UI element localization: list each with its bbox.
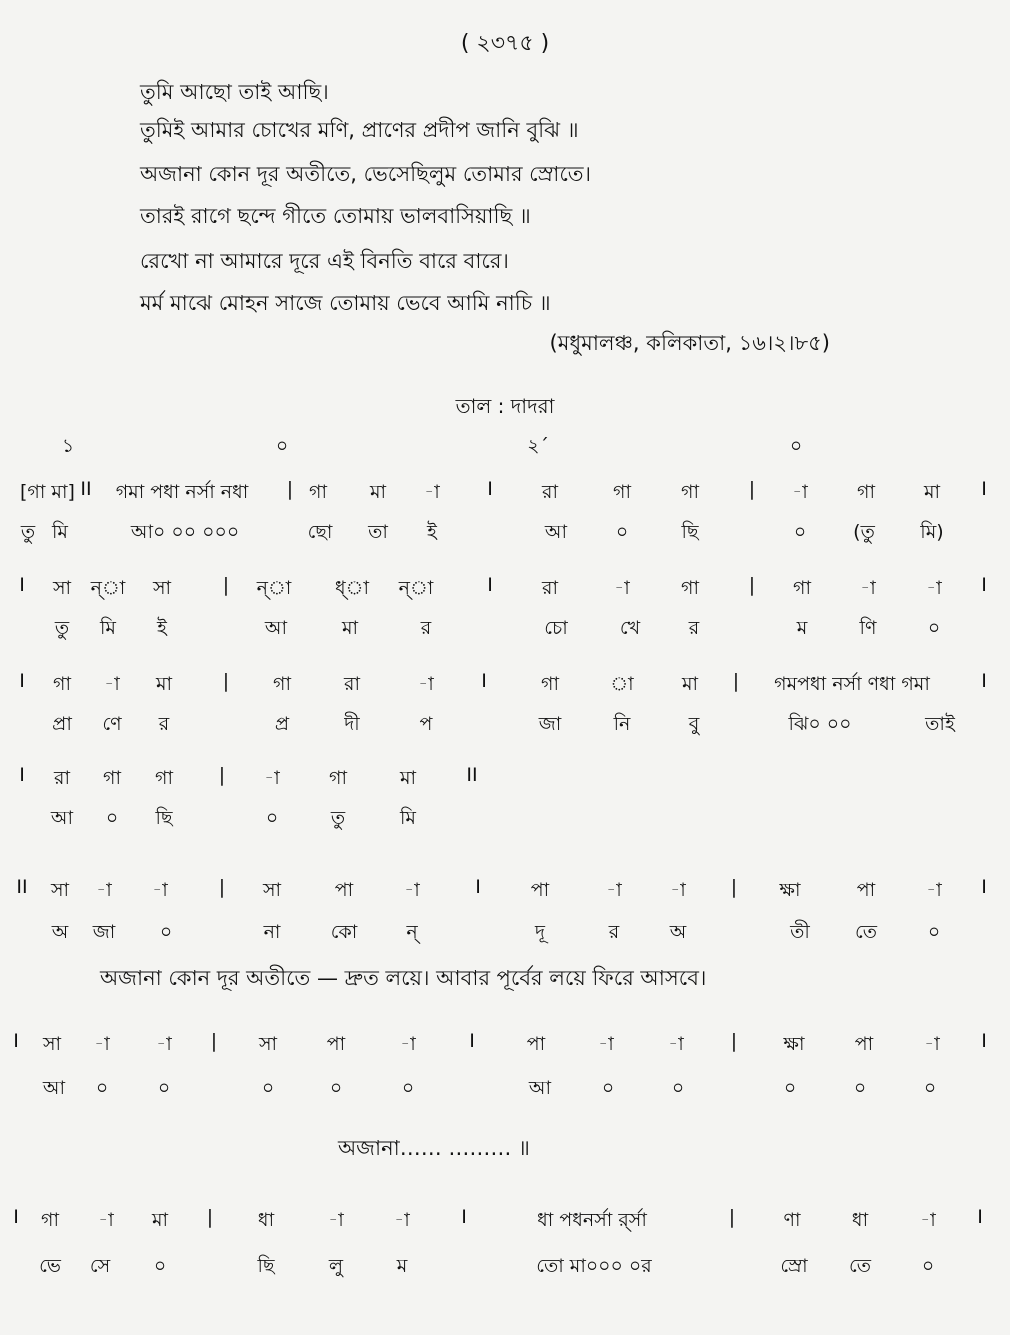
lyric-syllable: মি)	[920, 521, 944, 543]
lyric-syllable: ন্	[406, 921, 418, 943]
swara-cell: গা	[53, 673, 71, 695]
bar-symbol: |	[730, 876, 738, 898]
lyric-syllable: ০	[793, 521, 807, 543]
swara-cell: মা	[399, 767, 417, 789]
lyric-syllable: ০	[615, 521, 629, 543]
swara-cell: -া	[920, 1209, 936, 1231]
beat-mark: ০	[789, 435, 803, 457]
bar-symbol: I	[475, 876, 481, 898]
lyric-syllable: আ	[264, 617, 288, 639]
lyric-syllable: আ	[528, 1077, 552, 1099]
bar-symbol: I	[981, 478, 987, 500]
lyric-syllable: মা	[341, 617, 359, 639]
swara-cell: ধা	[851, 1209, 869, 1231]
swara-row	[0, 1030, 1010, 1066]
swara-row	[0, 478, 1010, 514]
swara-cell: রা	[542, 577, 558, 599]
bar-symbol: I	[487, 478, 493, 500]
lyric-syllable: ০	[923, 1077, 937, 1099]
swara-cell: ন্‌া	[256, 577, 292, 599]
lyric-syllable: তা	[368, 521, 388, 543]
lyric-syllable: তে	[849, 1255, 871, 1277]
swara-cell: -া	[424, 481, 440, 503]
swara-cell: ধা পধনর্সা র্র্সা	[537, 1209, 647, 1231]
lyric-syllable: তো মা০০০ ০র	[536, 1255, 652, 1277]
swara-cell: সা	[42, 1033, 62, 1055]
bar-symbol: I	[13, 1030, 19, 1052]
lyric-syllable: নি	[613, 713, 631, 735]
lyric-syllable: র	[688, 617, 700, 639]
swara-cell: -া	[98, 1209, 114, 1231]
swara-cell: ক্ষা	[779, 879, 801, 901]
lyric-syllable: দী	[344, 713, 360, 735]
bar-symbol: I	[19, 670, 25, 692]
swara-cell: -া	[400, 1033, 416, 1055]
lyric-row	[0, 1252, 1010, 1288]
swara-cell: পা	[530, 879, 550, 901]
swara-cell: -া	[328, 1209, 344, 1231]
lyric-syllable: ০	[927, 921, 941, 943]
swara-cell: -া	[926, 879, 942, 901]
swara-cell: সা	[152, 577, 172, 599]
lyric-syllable: ০	[95, 1077, 109, 1099]
swara-cell: গা	[541, 673, 559, 695]
verse-line: তুমিই আমার চোখের মণি, প্রাণের প্রদীপ জানি বুঝি ॥	[140, 118, 579, 142]
swara-cell: সা	[258, 1033, 278, 1055]
swara-cell: গা	[857, 481, 875, 503]
swara-cell: -া	[860, 577, 876, 599]
lyric-syllable: সে	[89, 1255, 111, 1277]
swara-cell: -া	[94, 1033, 110, 1055]
lyric-syllable: কো	[330, 921, 358, 943]
lyric-syllable: ছি	[155, 807, 173, 829]
swara-cell: ন্‌া	[398, 577, 434, 599]
swara-cell: গা	[273, 673, 291, 695]
lyric-syllable: ০	[927, 617, 941, 639]
lyric-syllable: ভে	[39, 1255, 61, 1277]
swara-cell: -া	[394, 1209, 410, 1231]
bar-symbol: |	[748, 574, 756, 596]
swara-cell: -া	[614, 577, 630, 599]
lyric-syllable: ণি	[859, 617, 877, 639]
verse-line: তুমি আছো তাই আছি।	[140, 80, 329, 104]
swara-cell: পা	[854, 1033, 874, 1055]
swara-cell: মা	[923, 481, 941, 503]
swara-cell: রা	[54, 767, 70, 789]
swara-cell: গা	[309, 481, 327, 503]
lyric-syllable: আ	[50, 807, 74, 829]
bar-symbol: I	[981, 1030, 987, 1052]
lyric-syllable: র	[420, 617, 432, 639]
lyric-syllable: না	[263, 921, 281, 943]
lyric-syllable: মি	[400, 807, 416, 829]
lyric-syllable: ০	[921, 1255, 935, 1277]
swara-cell: গমা পধা নর্সা নধা	[115, 481, 249, 503]
swara-cell: গা	[329, 767, 347, 789]
swara-cell: গা	[681, 577, 699, 599]
lyric-syllable: (তু	[853, 521, 875, 543]
lyric-row	[0, 614, 1010, 650]
lyric-syllable: তু	[20, 521, 36, 543]
lyric-syllable: ছি	[257, 1255, 275, 1277]
lyric-syllable: ০	[853, 1077, 867, 1099]
swara-cell: গা	[681, 481, 699, 503]
lyric-syllable: দূ	[535, 921, 545, 943]
swara-cell: -া	[152, 879, 168, 901]
lyric-syllable: ই	[427, 521, 437, 543]
swara-cell: -া	[606, 879, 622, 901]
lyric-syllable: তু	[54, 617, 70, 639]
lyric-syllable: লু	[328, 1255, 344, 1277]
swara-cell: -া	[926, 577, 942, 599]
bar-symbol: |	[748, 478, 756, 500]
beat-mark: ২´	[527, 435, 549, 457]
lyric-syllable: আ০ ০০ ০০০	[130, 521, 240, 543]
swara-row	[0, 574, 1010, 610]
swara-cell: ক্ষা	[783, 1033, 805, 1055]
bar-symbol: II	[80, 478, 92, 500]
bar-symbol: I	[981, 876, 987, 898]
swara-cell: ণা	[783, 1209, 801, 1231]
lyric-syllable: ম	[396, 1255, 408, 1277]
lyric-syllable: ছো	[307, 521, 333, 543]
verse-line: তারই রাগে ছন্দে গীতে তোমায় ভালবাসিয়াছি ॥	[140, 204, 531, 228]
swara-cell: পা	[334, 879, 354, 901]
swara-cell: -া	[670, 879, 686, 901]
lyric-syllable: খে	[619, 617, 641, 639]
bar-symbol: I	[13, 1206, 19, 1228]
swara-cell: গা	[613, 481, 631, 503]
swara-cell: মা	[681, 673, 699, 695]
bar-symbol: I	[487, 574, 493, 596]
lyric-syllable: ণে	[102, 713, 122, 735]
bar-symbol: |	[218, 876, 226, 898]
lyric-syllable: ই	[157, 617, 167, 639]
bar-symbol: |	[218, 764, 226, 786]
bar-symbol: |	[210, 1030, 218, 1052]
lyric-syllable: ম	[796, 617, 808, 639]
verse-line: মর্ম মাঝে মোহন সাজে তোমায় ভেবে আমি নাচি ॥	[140, 291, 551, 315]
tal-heading: তাল : দাদরা	[455, 394, 555, 418]
swara-cell: গা	[155, 767, 173, 789]
lyric-syllable: প	[419, 713, 433, 735]
bar-symbol: |	[222, 670, 230, 692]
swara-cell: সা	[52, 577, 72, 599]
lyric-syllable: আ	[544, 521, 568, 543]
swara-cell: [গা মা]	[20, 481, 75, 503]
swara-cell: -া	[96, 879, 112, 901]
swara-cell: পা	[526, 1033, 546, 1055]
bar-symbol: I	[461, 1206, 467, 1228]
swara-cell: গা	[41, 1209, 59, 1231]
lyric-syllable: মি	[52, 521, 68, 543]
lyric-syllable: অ	[51, 921, 69, 943]
swara-cell: মা	[151, 1209, 169, 1231]
verse-line: অজানা কোন দূর অতীতে, ভেসেছিলুম তোমার স্রোতে।	[140, 162, 592, 186]
swara-cell: ধা	[257, 1209, 275, 1231]
swara-cell: রা	[542, 481, 558, 503]
bar-symbol: |	[222, 574, 230, 596]
lyric-syllable: ছি	[681, 521, 699, 543]
swara-cell: পা	[856, 879, 876, 901]
bar-symbol: I	[981, 670, 987, 692]
swara-cell: সা	[50, 879, 70, 901]
bar-symbol: I	[981, 574, 987, 596]
lyric-row	[0, 804, 1010, 840]
lyric-syllable: স্রো	[780, 1255, 808, 1277]
lyric-syllable: ০	[261, 1077, 275, 1099]
swara-cell: ন্‌া	[90, 577, 126, 599]
lyric-syllable: চো	[544, 617, 568, 639]
bar-symbol: |	[732, 670, 740, 692]
lyric-syllable: মি	[100, 617, 116, 639]
lyric-syllable: তু	[330, 807, 346, 829]
swara-cell: -া	[156, 1033, 172, 1055]
swara-cell: -া	[668, 1033, 684, 1055]
swara-cell: -া	[792, 481, 808, 503]
swara-cell: মা	[369, 481, 387, 503]
lyric-syllable: বু	[688, 713, 700, 735]
lyric-syllable: র	[158, 713, 170, 735]
lyric-syllable: ০	[265, 807, 279, 829]
tempo-note: অজানা কোন দূর অতীতে — দ্রুত লয়ে। আবার পূর্বের লয়ে ফিরে আসবে।	[100, 966, 707, 990]
lyric-syllable: জা	[92, 921, 116, 943]
beat-mark: ০	[275, 435, 289, 457]
bar-symbol: |	[286, 478, 294, 500]
swara-row	[0, 764, 1010, 800]
lyric-syllable: ০	[401, 1077, 415, 1099]
lyric-syllable: অ	[669, 921, 687, 943]
bar-symbol: I	[19, 764, 25, 786]
swara-cell: মা	[155, 673, 173, 695]
lyric-syllable: ০	[105, 807, 119, 829]
lyric-syllable: তী	[790, 921, 810, 943]
swara-cell: -া	[264, 767, 280, 789]
lyric-syllable: ০	[157, 1077, 171, 1099]
lyric-syllable: প্র	[274, 713, 290, 735]
lyric-syllable: ০	[329, 1077, 343, 1099]
swara-cell: -া	[104, 673, 120, 695]
lyric-row	[0, 918, 1010, 954]
swara-cell: গা	[793, 577, 811, 599]
lyric-syllable: জা	[538, 713, 562, 735]
swara-cell: -া	[418, 673, 434, 695]
lyric-syllable: প্রা	[52, 713, 72, 735]
beat-marks	[0, 432, 1010, 468]
swara-cell: গমপধা নর্সা ণধা গমা	[774, 673, 930, 695]
lyric-syllable: ০	[601, 1077, 615, 1099]
swara-row	[0, 670, 1010, 706]
swara-row	[0, 876, 1010, 912]
beat-mark: ১	[61, 435, 75, 457]
bar-symbol: I	[481, 670, 487, 692]
swara-cell: গা	[103, 767, 121, 789]
swara-cell: ধ্‌া	[335, 577, 369, 599]
lyric-syllable: ০	[671, 1077, 685, 1099]
lyric-syllable: ০	[153, 1255, 167, 1277]
lyric-syllable: ০	[783, 1077, 797, 1099]
bar-symbol: II	[466, 764, 478, 786]
page-number: ( ২৩৭৫ )	[460, 31, 550, 56]
swara-cell: সা	[262, 879, 282, 901]
lyric-syllable: ০	[159, 921, 173, 943]
verse-line: রেখো না আমারে দূরে এই বিনতি বারে বারে।	[140, 249, 509, 273]
swara-cell: রা	[344, 673, 360, 695]
bar-symbol: II	[16, 876, 28, 898]
swara-cell: া	[610, 673, 634, 695]
lyric-syllable: তাই	[925, 713, 955, 735]
swara-cell: পা	[326, 1033, 346, 1055]
bar-symbol: I	[977, 1206, 983, 1228]
lyric-row	[0, 518, 1010, 554]
lyric-row	[0, 1074, 1010, 1110]
lyric-syllable: ঝি০ ০০	[788, 713, 852, 735]
lyric-row	[0, 710, 1010, 746]
bar-symbol: |	[728, 1206, 736, 1228]
swara-cell: -া	[924, 1033, 940, 1055]
bar-symbol: I	[19, 574, 25, 596]
bar-symbol: |	[730, 1030, 738, 1052]
bar-symbol: |	[206, 1206, 214, 1228]
bar-symbol: I	[469, 1030, 475, 1052]
lyric-syllable: তে	[855, 921, 877, 943]
lyric-syllable: র	[608, 921, 620, 943]
lyric-syllable: আ	[42, 1077, 66, 1099]
swara-cell: -া	[598, 1033, 614, 1055]
refrain-marker: অজানা…… ……… ॥	[338, 1136, 530, 1160]
swara-cell: -া	[404, 879, 420, 901]
swara-row	[0, 1206, 1010, 1242]
source-citation: (মধুমালঞ্চ, কলিকাতা, ১৬।২।৮৫)	[549, 331, 830, 355]
